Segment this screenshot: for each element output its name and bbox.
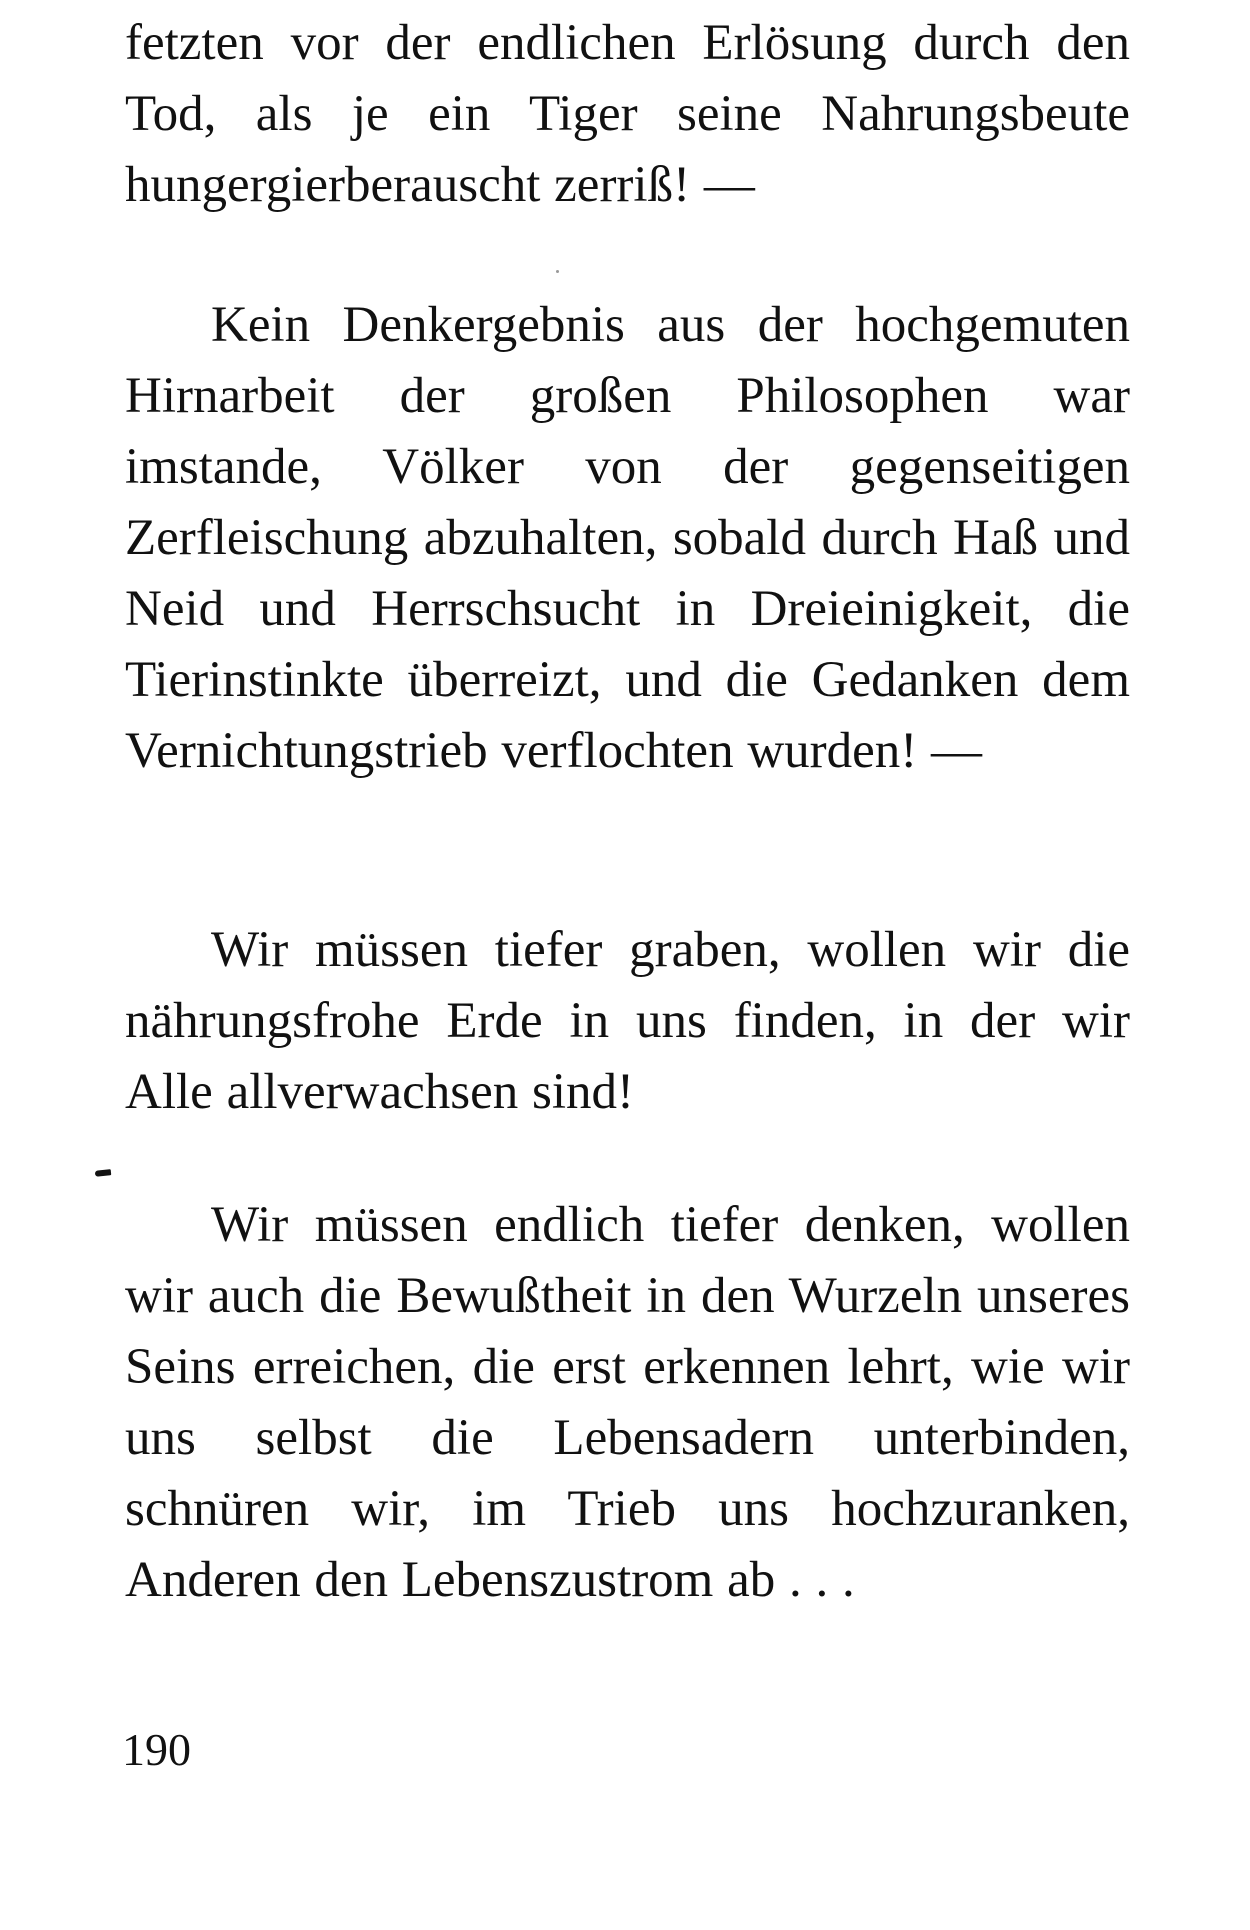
page-number: 190 (122, 1724, 191, 1775)
paragraph-2: Kein Denkergebnis aus der hochgemuten Hirnarbeit der großen Philosophen war imstande, Völker von der gegenseitigen Zerfleischung abzuhalten, sobald durch Haß und Neid und Herrschsucht in Dreieinigkeit, die Tierinstinkte überreizt, und die Gedanken dem Vernichtungstrieb verflochten wurden! — (125, 297, 1130, 779)
paragraph-1: fetzten vor der endlichen Erlösung durch den Tod, als je ein Tiger seine Nahrungsbeute hungergierberauscht zerriß! — (125, 15, 1130, 213)
paragraph-3: Wir müssen tiefer graben, wollen wir die nährungsfrohe Erde in uns finden, in der wir Alle allverwachsen sind! (125, 922, 1130, 1120)
margin-mark (95, 1169, 112, 1177)
print-speck (556, 270, 559, 273)
paragraph-4: Wir müssen endlich tiefer denken, wollen wir auch die Bewußtheit in den Wurzeln unseres Seins erreichen, die erst erkennen lehrt, wie wir uns selbst die Lebensadern unterbinden, schnüren wir, im Trieb uns hochzuranken, Anderen den Lebenszustrom ab . . . (125, 1197, 1130, 1608)
